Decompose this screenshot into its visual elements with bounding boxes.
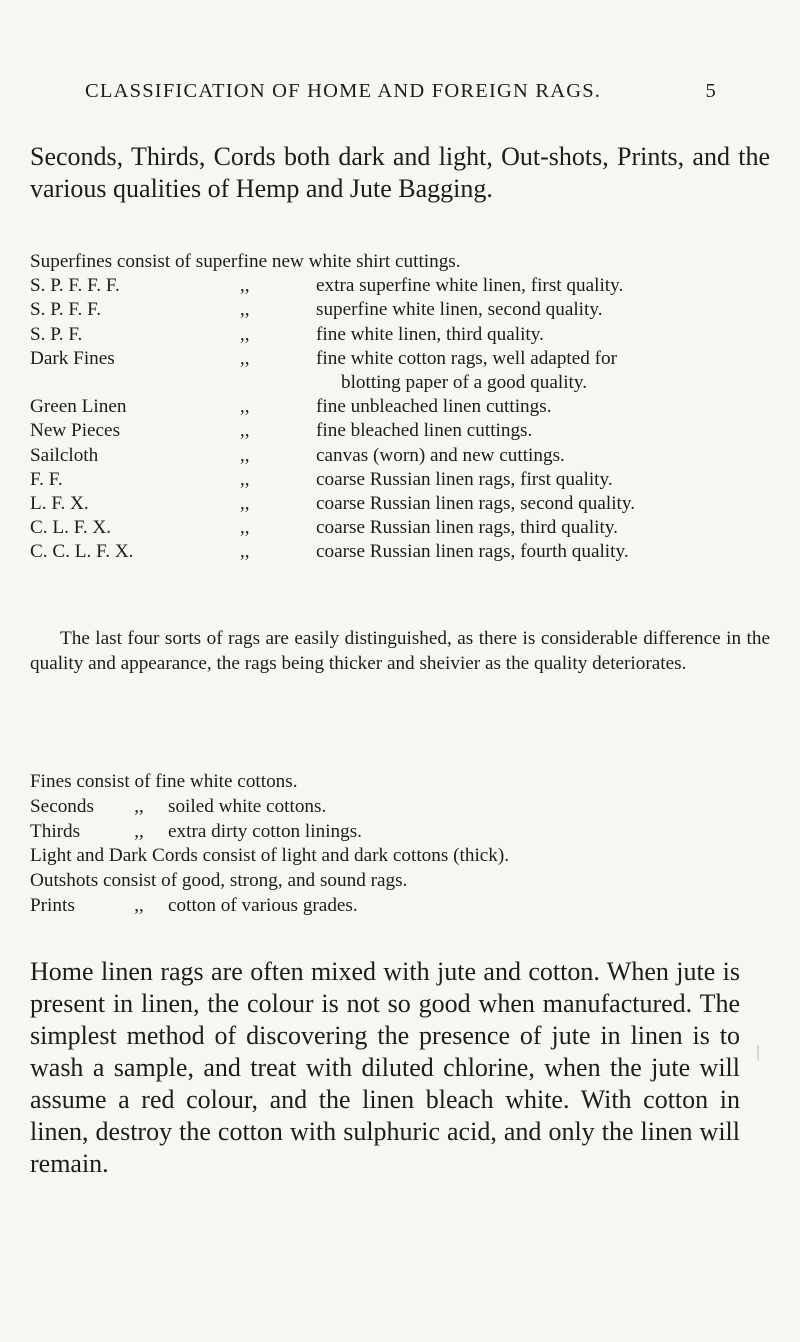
grade-term: S. P. F. — [30, 323, 83, 345]
grade-row — [30, 395, 770, 419]
grade-row — [30, 468, 770, 492]
fines-description: soiled white cottons. — [168, 795, 327, 817]
ditto-mark: ,, — [134, 894, 144, 916]
fines-term: Seconds — [30, 795, 94, 817]
grade-description: fine unbleached linen cuttings. — [316, 396, 552, 418]
rag-grades-table — [30, 250, 770, 565]
ditto-mark: ,, — [134, 820, 144, 842]
grade-term: New Pieces — [30, 420, 121, 442]
grade-term: L. F. X. — [30, 493, 89, 515]
grade-row — [30, 492, 770, 516]
ditto-mark: ,, — [240, 275, 250, 297]
fines-row — [30, 844, 770, 869]
fines-description: cotton of various grades. — [168, 894, 358, 916]
fines-text: Outshots consist of good, strong, and sound rags. — [30, 870, 408, 892]
grade-row — [30, 347, 770, 395]
grade-term: C. L. F. X. — [30, 517, 112, 539]
grades-heading: Superfines consist of superfine new white shirt cuttings. — [30, 251, 461, 272]
grade-description: fine white linen, third quality. — [316, 323, 544, 345]
grade-row — [30, 444, 770, 468]
grade-term: Dark Fines — [30, 347, 115, 369]
grade-term: C. C. L. F. X. — [30, 541, 134, 563]
grade-description — [316, 347, 770, 395]
grade-description: coarse Russian linen rags, first quality. — [316, 468, 613, 490]
grade-description: coarse Russian linen rags, fourth quality. — [316, 541, 629, 563]
fines-text: Light and Dark Cords consist of light and dark cottons (thick). — [30, 845, 510, 867]
ditto-mark: ,, — [240, 299, 250, 321]
jute-paragraph: Home linen rags are often mixed with jute and cotton. When jute is present in linen, the colour is not so good when manufactured. The simplest method of discovering the presence of jute in linen is to wash a sample, and treat with diluted chlorine, when the jute will assume a red colour, and the linen bleach white. With cotton in linen, destroy the cotton with sulphuric acid, and only the linen will remain. — [30, 957, 740, 1178]
ditto-mark: ,, — [134, 795, 144, 817]
grade-row — [30, 274, 770, 298]
fines-row — [30, 770, 770, 795]
grade-row — [30, 516, 770, 540]
grade-term: S. P. F. F. F. — [30, 275, 120, 297]
page-number: 5 — [705, 80, 717, 102]
fines-term: Thirds — [30, 820, 81, 842]
ditto-mark: ,, — [240, 396, 250, 418]
ditto-mark: ,, — [240, 420, 250, 442]
running-head-title: CLASSIFICATION OF HOME AND FOREIGN RAGS. — [85, 80, 602, 102]
grade-term: Sailcloth — [30, 444, 99, 466]
distinguishing-note: The last four sorts of rags are easily distinguished, as there is considerable difference in the quality and appearance, the rags being thicker and sheivier as the quality deteriorates. — [30, 628, 770, 674]
intro-paragraph: Seconds, Thirds, Cords both dark and light, Out-shots, Prints, and the various qualities of Hemp and Jute Bagging. — [30, 142, 770, 203]
ditto-mark: ,, — [240, 444, 250, 466]
pencil-mark: / — [750, 1039, 766, 1066]
grade-description: extra superfine white linen, first quality. — [316, 275, 624, 297]
ditto-mark: ,, — [240, 347, 250, 369]
ditto-mark: ,, — [240, 468, 250, 490]
fines-row — [30, 894, 770, 919]
ditto-mark: ,, — [240, 493, 250, 515]
grade-description: canvas (worn) and new cuttings. — [316, 444, 565, 466]
grade-row — [30, 419, 770, 443]
grade-row — [30, 540, 770, 564]
fines-description: extra dirty cotton linings. — [168, 820, 362, 842]
grade-description: coarse Russian linen rags, second quality. — [316, 493, 636, 515]
fines-row — [30, 869, 770, 894]
grade-description: fine bleached linen cuttings. — [316, 420, 533, 442]
grade-description-continuation: blotting paper of a good quality. — [341, 372, 588, 394]
fines-row — [30, 820, 770, 845]
grade-description: coarse Russian linen rags, third quality. — [316, 517, 618, 539]
fines-list — [30, 770, 770, 919]
grade-description: superfine white linen, second quality. — [316, 299, 603, 321]
grade-row — [30, 298, 770, 322]
grade-term: S. P. F. F. — [30, 299, 102, 321]
grade-row — [30, 323, 770, 347]
running-head — [85, 80, 717, 103]
grade-description-line: fine white cotton rags, well adapted for — [316, 347, 618, 369]
ditto-mark: ,, — [240, 541, 250, 563]
fines-row — [30, 795, 770, 820]
ditto-mark: ,, — [240, 323, 250, 345]
grade-term: F. F. — [30, 468, 63, 490]
ditto-mark: ,, — [240, 517, 250, 539]
grade-term: Green Linen — [30, 396, 127, 418]
fines-term: Prints — [30, 894, 75, 916]
fines-text: Fines consist of fine white cottons. — [30, 771, 298, 792]
